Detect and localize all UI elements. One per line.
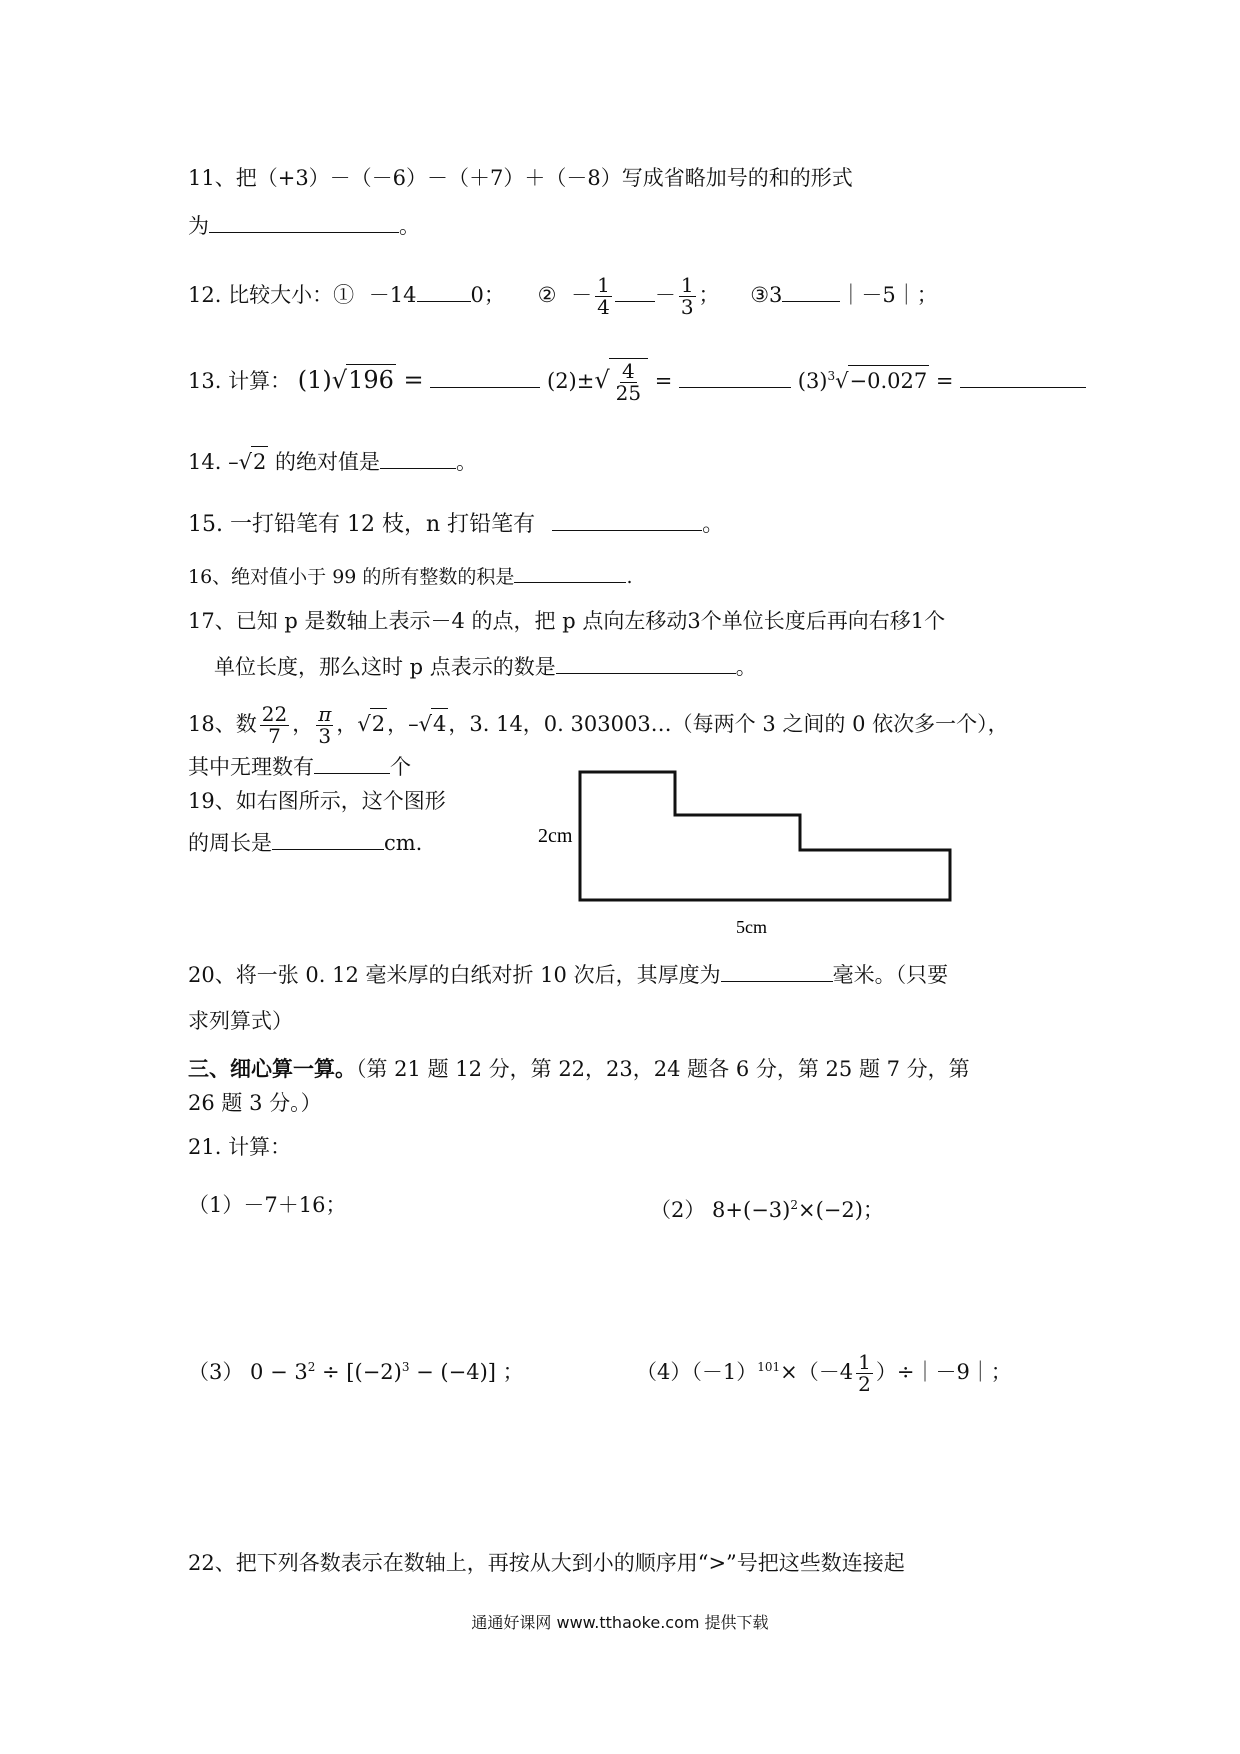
q14-answer-blank[interactable] xyxy=(380,448,456,469)
q12-fraction-1 xyxy=(595,275,612,318)
q17-end: 。 xyxy=(735,655,757,679)
q21-part3 xyxy=(188,1352,524,1387)
q12-a1: －14 xyxy=(368,283,417,307)
q18-line2 xyxy=(188,752,411,782)
q21-part2 xyxy=(650,1190,884,1225)
q12-c-circle: ③3 xyxy=(750,283,783,307)
q13-p1-eq: = xyxy=(395,366,424,394)
q13-p2-pre: (2)± xyxy=(547,369,595,393)
q13-p3-radicand: −0.027 xyxy=(848,365,930,396)
q21-p4-sup: 101 xyxy=(757,1360,781,1374)
q21-p3-pre: （3） 0 − 3 xyxy=(188,1360,308,1384)
figure-height-label: 2cm xyxy=(538,825,573,847)
q14-end: 。 xyxy=(456,450,478,474)
q20-answer-blank[interactable] xyxy=(721,961,833,982)
q18-rad1: 2 xyxy=(370,708,387,739)
q22-line: 22、把下列各数表示在数轴上，再按从大到小的顺序用“>”号把这些数连接起 xyxy=(188,1551,905,1575)
q18-sep2: ， xyxy=(336,712,358,736)
q21-p4-fraction xyxy=(856,1352,873,1395)
q12-fraction-2 xyxy=(679,275,696,318)
sqrt-icon: √ xyxy=(418,712,432,736)
q13-p3-pre: (3) xyxy=(797,369,828,393)
section3-title: 三、细心算一算。 xyxy=(188,1056,356,1081)
q16-text: 16、绝对值小于 99 的所有整数的积是 xyxy=(188,566,515,588)
q16-answer-blank[interactable] xyxy=(514,562,626,583)
q12-b-minus1: － xyxy=(571,283,593,307)
q12-line xyxy=(188,275,938,318)
q18-post: ，3. 14，0. 303003…（每两个 3 之间的 0 依次多一个）， xyxy=(448,712,1009,736)
q18-f2-num: π xyxy=(318,702,332,726)
q18-answer-blank[interactable] xyxy=(314,753,390,774)
q15-text: 15. 一打铅笔有 12 枝，n 打铅笔有 xyxy=(188,512,536,537)
q19-line1: 19、如右图所示，这个图形 xyxy=(188,789,446,813)
q21-p3-post: − (−4)] ； xyxy=(409,1360,524,1384)
q18-line2-text: 其中无理数有 xyxy=(188,755,314,779)
q12-blank-2[interactable] xyxy=(615,281,655,302)
section3-desc: （第 21 题 12 分，第 22，23，24 题各 6 分，第 25 题 7 分，第 xyxy=(356,1057,970,1081)
q18-f1-den: 7 xyxy=(268,724,281,748)
q12-b-minus2: － xyxy=(654,283,676,307)
q18-fraction-2 xyxy=(316,704,333,747)
q12-frac1-num: 1 xyxy=(597,273,610,297)
q13-p1-pre: (1) xyxy=(297,366,332,394)
q12-blank-1[interactable] xyxy=(417,281,471,302)
sqrt-icon: √ xyxy=(331,366,348,394)
q14-pre: 14. – xyxy=(188,450,239,474)
q21-p4-pre: （4）（－1） xyxy=(636,1360,758,1384)
q13-blank-3[interactable] xyxy=(960,367,1086,388)
q21-p4-num: 1 xyxy=(858,1350,871,1374)
q12-c-end: ｜－5｜； xyxy=(840,283,938,307)
q16-line xyxy=(188,562,632,592)
q11-answer-blank[interactable] xyxy=(209,212,399,233)
q13-blank-1[interactable] xyxy=(430,367,540,388)
q19-answer-blank[interactable] xyxy=(272,829,384,850)
q21-p3-sup: 2 xyxy=(307,1360,316,1374)
q14-line xyxy=(188,446,477,477)
q13-p3-eq: = xyxy=(929,369,954,393)
q17-text: 单位长度，那么这时 p 点表示的数是 xyxy=(214,655,556,679)
q14-radicand: 2 xyxy=(251,446,268,477)
q13-p1-radicand: 196 xyxy=(348,366,394,394)
sqrt-icon: √ xyxy=(594,366,610,394)
q21-part1: （1）－7＋16； xyxy=(188,1193,347,1217)
q18-rad2: 4 xyxy=(431,708,448,739)
q21-p2-pre: （2） 8+ xyxy=(650,1198,743,1222)
q21-part4 xyxy=(636,1352,1012,1395)
q20-unit: 毫米。（只要 xyxy=(832,963,949,987)
q13-p2-fraction xyxy=(614,361,643,404)
q19-text: 的周长是 xyxy=(188,831,272,855)
q21-p3-sup2: 3 xyxy=(401,1360,410,1374)
staircase-figure xyxy=(520,740,960,940)
figure-width-label: 5cm xyxy=(736,917,767,937)
q12-blank-3[interactable] xyxy=(782,281,840,302)
section3-desc2: 26 题 3 分。） xyxy=(188,1091,322,1115)
q13-p2-eq: = xyxy=(648,369,673,393)
sqrt-icon: √ xyxy=(238,450,252,474)
q12-label: 12. 比较大小：① xyxy=(188,283,355,307)
q11-prefix: 为 xyxy=(188,214,209,238)
q13-p2-num: 4 xyxy=(622,359,635,383)
q18-sep1: ， xyxy=(292,712,314,736)
q19-unit: cm. xyxy=(384,831,423,855)
q18-fraction-1 xyxy=(260,704,289,747)
q18-sep3: ，– xyxy=(387,712,419,736)
q13-blank-2[interactable] xyxy=(679,367,791,388)
q13-line xyxy=(188,358,1086,404)
q13-label: 13. 计算： xyxy=(188,369,292,393)
q19-line2 xyxy=(188,828,422,858)
q21-p4-mid: ×（－4 xyxy=(780,1360,854,1384)
q21-p4-den: 2 xyxy=(858,1372,871,1396)
q12-frac1-den: 4 xyxy=(597,295,610,319)
section3-heading xyxy=(188,1054,970,1084)
q18-line2-end: 个 xyxy=(390,755,411,779)
q12-b-end: ； xyxy=(698,283,720,307)
q17-line1: 17、已知 p 是数轴上表示－4 的点，把 p 点向左移动3个单位长度后再向右移1个 xyxy=(188,609,946,633)
q20-line1 xyxy=(188,960,948,990)
cube-root-icon: √ xyxy=(835,369,849,393)
q13-p2-radicand xyxy=(609,358,648,404)
q15-answer-blank[interactable] xyxy=(552,510,702,531)
q21-p3-mid: ÷ [(−2) xyxy=(315,1360,402,1384)
q18-pre: 18、数 xyxy=(188,712,257,736)
q18-f1-num: 22 xyxy=(261,702,288,726)
q21-label: 21. 计算： xyxy=(188,1135,292,1159)
q12-frac2-den: 3 xyxy=(680,295,694,319)
q13-p3-index: 3 xyxy=(827,369,836,383)
q12-a2: 0； xyxy=(470,283,505,307)
q13-p2-den: 25 xyxy=(615,381,642,405)
q21-p2-mid: (−3) xyxy=(743,1198,791,1222)
q21-p2-sup: 2 xyxy=(790,1198,798,1212)
figure-outline xyxy=(580,772,950,900)
q21-p2-post: ×(−2)； xyxy=(797,1198,884,1222)
q12-b-circle: ② xyxy=(537,283,557,307)
q11-suffix: 。 xyxy=(399,214,420,238)
q11-line2 xyxy=(188,211,420,241)
q20-text: 20、将一张 0. 12 毫米厚的白纸对折 10 次后，其厚度为 xyxy=(188,963,721,987)
q12-frac2-num: 1 xyxy=(680,273,694,297)
q21-p4-post: ）÷｜－9｜； xyxy=(875,1360,1012,1384)
page-footer: 通通好课网 www.tthaoke.com 提供下载 xyxy=(471,1613,769,1632)
q18-f2-den: 3 xyxy=(318,724,332,748)
q15-line xyxy=(188,510,724,540)
q17-line2 xyxy=(214,652,757,682)
q11-line1: 11、把（+3）－（－6）－（＋7）＋（－8）写成省略加号的和的形式 xyxy=(188,166,853,190)
q16-end: . xyxy=(626,566,633,588)
sqrt-icon: √ xyxy=(357,712,371,736)
q15-end: 。 xyxy=(702,512,725,537)
q20-line2: 求列算式） xyxy=(188,1009,293,1033)
q14-post: 的绝对值是 xyxy=(275,450,381,474)
q17-answer-blank[interactable] xyxy=(556,653,736,674)
